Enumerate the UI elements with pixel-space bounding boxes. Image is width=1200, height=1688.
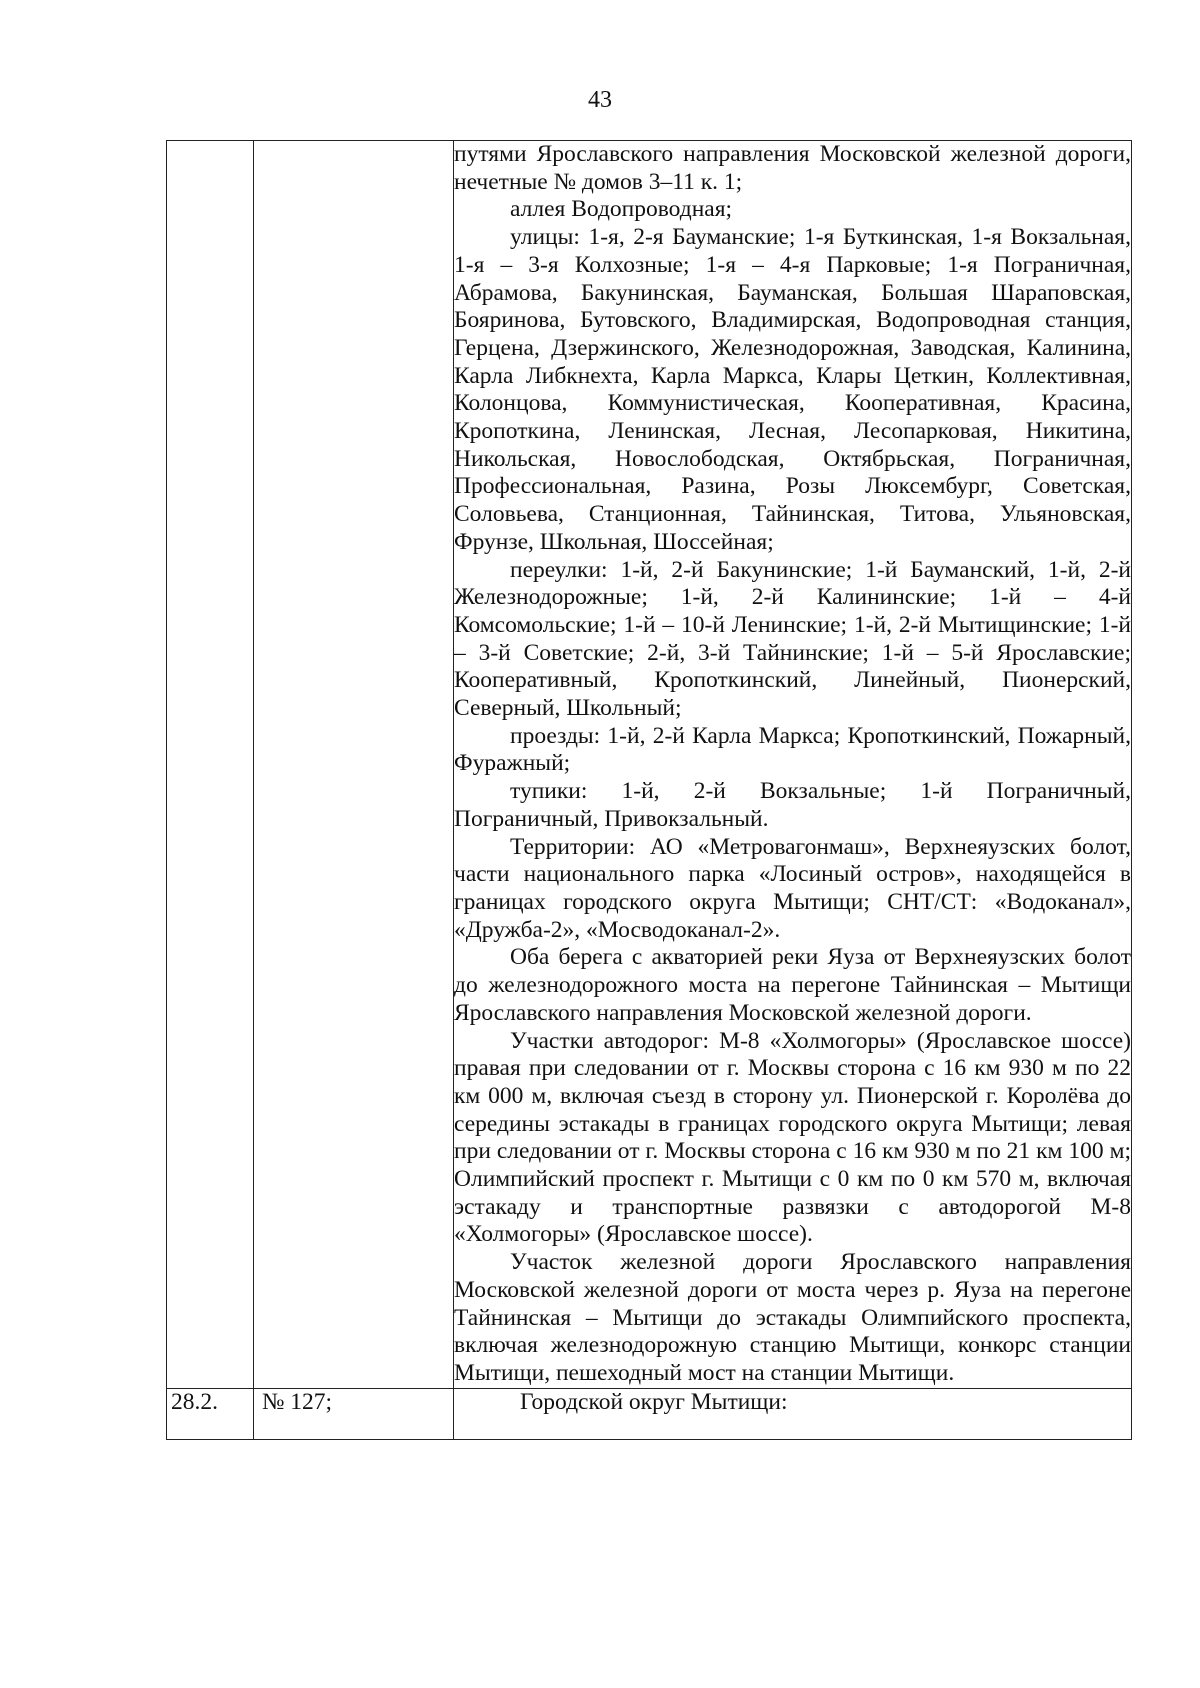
row-district: Городской округ Мытищи: [454, 1388, 1132, 1439]
code-cell-empty [254, 141, 454, 1389]
paragraph: тупики: 1-й, 2-й Вокзальные; 1-й Пограничный, Пограничный, Привокзальный. [454, 778, 1131, 832]
table-row [167, 141, 1132, 1389]
paragraph: Территории: АО «Метровагонмаш», Верхнеяузских болот, части национального парка «Лосиный остров», находящейся в границах городского округа Мытищи; СНТ/СТ: «Водоканал», «Дружба-2», «Мосводоканал-2». [454, 833, 1131, 943]
paragraph: проезды: 1-й, 2-й Карла Маркса; Кропоткинский, Пожарный, Фуражный; [454, 722, 1131, 777]
row-code: № 127; [254, 1388, 454, 1439]
paragraph: переулки: 1-й, 2-й Бакунинские; 1-й Бауманский, 1-й, 2-й Железнодорожные; 1-й, 2-й Калининские; 1-й – 4-й Комсомольские; 1-й – 10-й Ленинские; 1-й, 2-й Мытищинские; 1-й – 3-й Советские; 2-й, 3-й Тайнинские; 1-й – 5-й Ярославские; Кооперативный, Кропоткинский, Линейный, Пионерский, Северный, Школьный; [454, 556, 1131, 722]
page-number: 43 [588, 87, 612, 113]
document-table [166, 140, 1132, 1440]
description-cell [454, 141, 1132, 1389]
paragraph: аллея Водопроводная; [510, 196, 733, 223]
paragraph: путями Ярославского направления Московской железной дороги, нечетные № домов 3–11 к. 1; [454, 141, 1131, 195]
paragraph: Оба берега с акваторией реки Яуза от Верхнеяузских болот до железнодорожного моста на перегоне Тайнинская – Мытищи Ярославского направления Московской железной дороги. [454, 944, 1131, 1026]
row-number: 28.2. [167, 1388, 254, 1439]
paragraph: улицы: 1-я, 2-я Бауманские; 1-я Буткинская, 1-я Вокзальная, 1-я – 3-я Колхозные; 1-я – 4-я Парковые; 1-я Пограничная, Абрамова, Бакунинская, Бауманская, Большая Шараповская, Бояринова, Бутовского, Владимирская, Водопроводная станция, Герцена, Дзержинского, Железнодорожная, Заводская, Калинина, Карла Либкнехта, Карла Маркса, Клары Цеткин, Коллективная, Колонцова, Коммунистическая, Кооперативная, Красина, Кропоткина, Ленинская, Лесная, Лесопарковая, Никитина, Никольская, Новослободская, Октябрьская, Пограничная, Профессиональная, Разина, Розы Люксембург, Советская, Соловьева, Станционная, Тайнинская, Титова, Ульяновская, Фрунзе, Школьная, Шоссейная; [454, 224, 1131, 555]
number-cell-empty [167, 141, 254, 1389]
table-row [167, 1388, 1132, 1439]
paragraph: Участки автодорог: М-8 «Холмогоры» (Ярославское шоссе) правая при следовании от г. Москвы сторона с 16 км 930 м по 22 км 000 м, включая съезд в сторону ул. Пионерской г. Королёва до середины эстакады в границах городского округа Мытищи; левая при следовании от г. Москвы сторона с 16 км 930 м по 21 км 100 м; Олимпийский проспект г. Мытищи с 0 км по 0 км 570 м, включая эстакаду и транспортные развязки с автодорогой М-8 «Холмогоры» (Ярославское шоссе). [454, 1027, 1131, 1248]
paragraph: Участок железной дороги Ярославского направления Московской железной дороги от моста через р. Яуза на перегоне Тайнинская – Мытищи до эстакады Олимпийского проспекта, включая железнодорожную станцию Мытищи, конкорс станции Мытищи, пешеходный мост на станции Мытищи. [454, 1249, 1131, 1386]
